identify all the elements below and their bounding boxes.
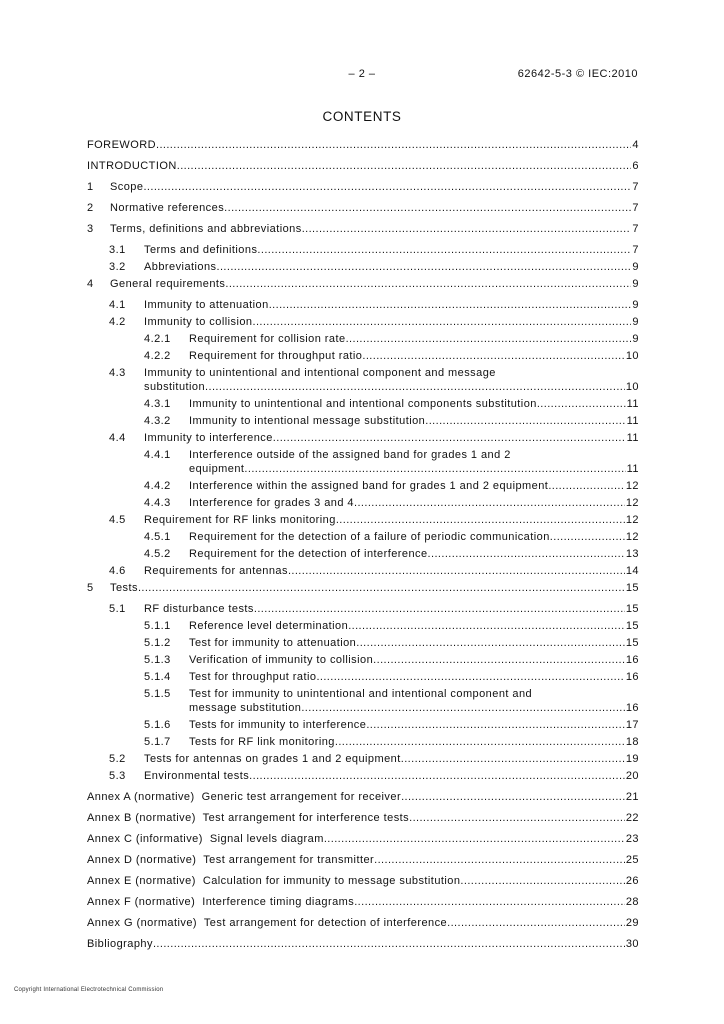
toc-entry-number: 4.3.1 — [144, 398, 171, 410]
toc-entry-page: 7 — [632, 202, 639, 214]
toc-entry-label: Terms and definitions — [144, 244, 258, 256]
toc-entry[interactable] — [87, 619, 639, 633]
toc-entry-label: Environmental tests — [144, 770, 250, 782]
toc-entry-number: 5.3 — [109, 770, 126, 782]
toc-entry[interactable] — [87, 811, 639, 825]
toc-entry-label: Annex E (normative) Calculation for immunity to message substitution — [87, 875, 461, 887]
toc-entry[interactable] — [87, 298, 639, 312]
toc-entry[interactable] — [87, 431, 639, 445]
toc-entry-page: 22 — [625, 812, 639, 824]
toc-entry-page: 15 — [625, 637, 639, 649]
toc-entry-page: 9 — [632, 278, 639, 290]
toc-entry-label: FOREWORD — [87, 139, 156, 151]
page-number: – 2 – — [348, 68, 376, 80]
toc-entry-number: 4 — [87, 278, 94, 290]
toc-entry-label: General requirements — [110, 278, 226, 290]
toc-entry-page: 12 — [625, 480, 639, 492]
toc-entry[interactable] — [87, 670, 639, 684]
toc-entry-page: 16 — [625, 671, 639, 683]
toc-entry-page: 10 — [625, 381, 639, 393]
toc-entry-page: 13 — [625, 548, 639, 560]
toc-entry-page: 20 — [625, 770, 639, 782]
toc-entry-label: Annex D (normative) Test arrangement for transmitter — [87, 854, 375, 866]
toc-entry-label: Scope — [110, 181, 144, 193]
toc-entry-number: 3 — [87, 223, 94, 235]
toc-entry[interactable] — [87, 752, 639, 766]
toc-entry[interactable] — [87, 653, 639, 667]
toc-entry-label: Verification of immunity to collision — [189, 654, 374, 666]
toc-entry-number: 5.1.7 — [144, 736, 171, 748]
page-title: CONTENTS — [322, 109, 402, 124]
toc-entry-page: 6 — [632, 160, 639, 172]
toc-entry[interactable] — [87, 448, 639, 476]
copyright-footer: Copyright International Electrotechnical Commission — [14, 987, 164, 993]
toc-entry-number: 4.5 — [109, 514, 126, 526]
toc-entry-page: 4 — [632, 139, 639, 151]
toc-entry-label: Bibliography — [87, 938, 153, 950]
toc-entry-page: 7 — [632, 181, 639, 193]
toc-entry[interactable] — [87, 564, 639, 578]
toc-entry-label: RF disturbance tests — [144, 603, 254, 615]
toc-entry-number: 4.2 — [109, 316, 126, 328]
toc-entry-page: 7 — [632, 223, 639, 235]
toc-entry-page: 9 — [632, 261, 639, 273]
toc-entry-number: 5.1.4 — [144, 671, 171, 683]
toc-entry[interactable] — [87, 332, 639, 346]
toc-entry-page: 10 — [625, 350, 639, 362]
toc-entry-number: 5.1.6 — [144, 719, 171, 731]
toc-entry-label: Requirement for throughput ratio — [189, 350, 363, 362]
toc-entry-label: Requirements for antennas — [144, 565, 288, 577]
toc-entry-number: 4.4 — [109, 432, 126, 444]
document-id: 62642-5-3 © IEC:2010 — [517, 68, 638, 80]
toc-entry-page: 9 — [632, 299, 639, 311]
toc-entry-label: Tests for immunity to interference — [189, 719, 367, 731]
toc-entry-page: 25 — [625, 854, 639, 866]
toc-entry-page: 30 — [625, 938, 639, 950]
toc-entry-number: 5.2 — [109, 753, 126, 765]
toc-entry-number: 2 — [87, 202, 94, 214]
toc-entry-number: 5.1 — [109, 603, 126, 615]
toc-entry-page: 15 — [625, 603, 639, 615]
toc-entry-label: substitution — [144, 381, 206, 393]
toc-entry[interactable] — [87, 180, 639, 194]
toc-entry-number: 5.1.3 — [144, 654, 171, 666]
toc-entry-label: Immunity to attenuation — [144, 299, 269, 311]
toc-entry-label: Immunity to unintentional and intentional components substitution — [189, 398, 537, 410]
toc-entry[interactable] — [87, 874, 639, 888]
toc-entry[interactable] — [87, 479, 639, 493]
toc-entry[interactable] — [87, 895, 639, 909]
toc-entry[interactable] — [87, 222, 639, 236]
toc-entry-number: 5.1.5 — [144, 688, 171, 700]
toc-entry-label: INTRODUCTION — [87, 160, 177, 172]
toc-entry[interactable] — [87, 636, 639, 650]
toc-entry-number: 4.2.1 — [144, 333, 171, 345]
toc-entry-label: Annex B (normative) Test arrangement for interference tests — [87, 812, 410, 824]
toc-entry[interactable] — [87, 547, 639, 561]
toc-entry-number: 4.4.3 — [144, 497, 171, 509]
toc-entry-page: 12 — [625, 531, 639, 543]
toc-entry-page: 28 — [625, 896, 639, 908]
toc-entry-page: 15 — [625, 620, 639, 632]
toc-entry-label: Abbreviations — [144, 261, 217, 273]
toc-entry[interactable] — [87, 530, 639, 544]
toc-entry-page: 14 — [625, 565, 639, 577]
toc-entry[interactable] — [87, 201, 639, 215]
toc-entry[interactable] — [87, 349, 639, 363]
toc-entry[interactable] — [87, 832, 639, 846]
toc-entry-label: Tests — [110, 582, 138, 594]
toc-entry-label-line1: Test for immunity to unintentional and intentional component and — [189, 688, 533, 700]
toc-entry-label: Tests for RF link monitoring — [189, 736, 335, 748]
toc-entry[interactable] — [87, 513, 639, 527]
toc-entry-page: 16 — [625, 654, 639, 666]
toc-entry-page: 17 — [625, 719, 639, 731]
toc-entry-label: Requirement for RF links monitoring — [144, 514, 336, 526]
toc-entry-page: 11 — [626, 415, 639, 427]
table-of-contents — [87, 135, 639, 951]
toc-entry-page: 11 — [626, 398, 639, 410]
toc-entry[interactable] — [87, 790, 639, 804]
toc-entry-label: Immunity to collision — [144, 316, 253, 328]
toc-entry[interactable] — [87, 414, 639, 428]
toc-entry-label: equipment — [189, 463, 245, 475]
toc-entry-number: 4.2.2 — [144, 350, 171, 362]
toc-entry-page: 12 — [625, 514, 639, 526]
toc-entry-page: 12 — [625, 497, 639, 509]
toc-entry-label: Requirement for the detection of a failure of periodic communication — [189, 531, 550, 543]
toc-entry[interactable] — [87, 687, 639, 715]
toc-entry[interactable] — [87, 916, 639, 930]
toc-entry[interactable] — [87, 602, 639, 616]
toc-entry-label: Requirement for collision rate — [189, 333, 346, 345]
toc-entry-label: Tests for antennas on grades 1 and 2 equipment — [144, 753, 401, 765]
toc-entry-label: Annex F (normative) Interference timing diagrams — [87, 896, 355, 908]
toc-entry-number: 4.4.1 — [144, 449, 171, 461]
toc-entry[interactable] — [87, 138, 639, 152]
toc-entry[interactable] — [87, 397, 639, 411]
toc-entry-label: Interference within the assigned band for grades 1 and 2 equipment — [189, 480, 549, 492]
toc-entry[interactable] — [87, 769, 639, 783]
toc-entry-number: 5.1.2 — [144, 637, 171, 649]
toc-entry-label: Annex A (normative) Generic test arrangement for receiver — [87, 791, 402, 803]
toc-entry-label: Reference level determination — [189, 620, 349, 632]
toc-entry-page: 11 — [626, 432, 639, 444]
toc-entry-number: 3.2 — [109, 261, 126, 273]
toc-entry-number: 5.1.1 — [144, 620, 171, 632]
toc-entry-page: 15 — [625, 582, 639, 594]
toc-entry-label: Normative references — [110, 202, 225, 214]
toc-entry[interactable] — [87, 159, 639, 173]
toc-entry-page: 11 — [626, 463, 639, 475]
toc-entry[interactable] — [87, 937, 639, 951]
toc-entry-page: 29 — [625, 917, 639, 929]
toc-entry-number: 4.3 — [109, 367, 126, 379]
toc-entry-label: Requirement for the detection of interference — [189, 548, 428, 560]
toc-entry-label: Test for throughput ratio — [189, 671, 317, 683]
toc-entry-number: 1 — [87, 181, 94, 193]
toc-entry-label: Immunity to interference — [144, 432, 273, 444]
toc-entry[interactable] — [87, 496, 639, 510]
toc-entry-page: 23 — [625, 833, 639, 845]
toc-entry-number: 4.5.1 — [144, 531, 171, 543]
toc-entry-label: Test for immunity to attenuation — [189, 637, 357, 649]
toc-entry-page: 7 — [632, 244, 639, 256]
toc-entry-label: Annex C (informative) Signal levels diagram — [87, 833, 324, 845]
toc-entry-number: 4.3.2 — [144, 415, 171, 427]
toc-entry-label: Terms, definitions and abbreviations — [110, 223, 302, 235]
toc-entry-label: Immunity to intentional message substitution — [189, 415, 426, 427]
toc-entry-page: 9 — [632, 333, 639, 345]
toc-entry-number: 4.5.2 — [144, 548, 171, 560]
toc-entry[interactable] — [87, 853, 639, 867]
toc-entry[interactable] — [87, 581, 639, 595]
toc-entry-label-line1: Immunity to unintentional and intentional component and message — [144, 367, 496, 379]
toc-entry[interactable] — [87, 243, 639, 257]
toc-entry-page: 21 — [625, 791, 639, 803]
toc-entry-number: 5 — [87, 582, 94, 594]
toc-entry[interactable] — [87, 718, 639, 732]
toc-entry-label-line1: Interference outside of the assigned band for grades 1 and 2 — [189, 449, 511, 461]
toc-entry-number: 4.4.2 — [144, 480, 171, 492]
toc-entry-page: 16 — [625, 702, 639, 714]
toc-entry-page: 9 — [632, 316, 639, 328]
toc-entry[interactable] — [87, 735, 639, 749]
toc-entry-page: 26 — [625, 875, 639, 887]
toc-entry[interactable] — [87, 366, 639, 394]
toc-entry-label: Annex G (normative) Test arrangement for detection of interference — [87, 917, 448, 929]
toc-entry-number: 4.1 — [109, 299, 126, 311]
toc-entry[interactable] — [87, 260, 639, 274]
toc-entry[interactable] — [87, 315, 639, 329]
toc-entry-page: 18 — [625, 736, 639, 748]
toc-entry-page: 19 — [625, 753, 639, 765]
toc-entry-label: message substitution — [189, 702, 302, 714]
toc-entry-number: 4.6 — [109, 565, 126, 577]
toc-entry[interactable] — [87, 277, 639, 291]
toc-entry-number: 3.1 — [109, 244, 126, 256]
toc-entry-label: Interference for grades 3 and 4 — [189, 497, 354, 509]
